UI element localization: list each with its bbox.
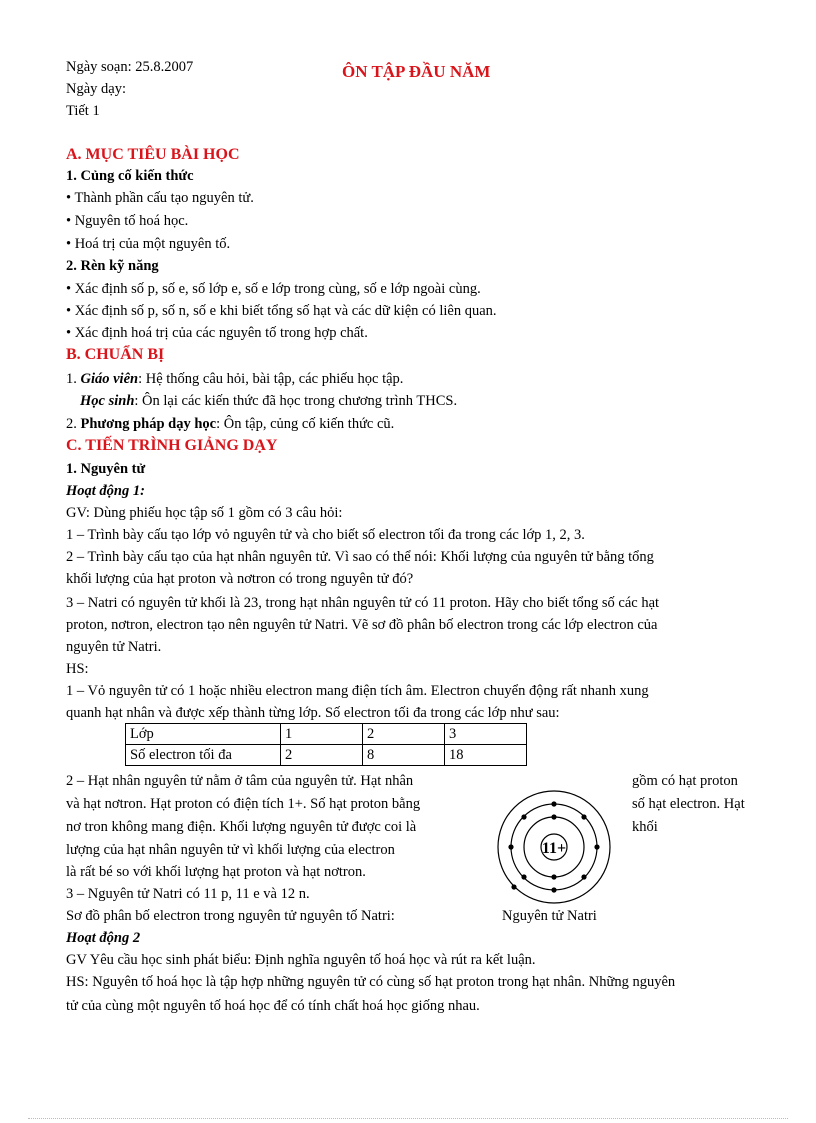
page-title: ÔN TẬP ĐẦU NĂM [342,62,491,81]
bullet-item [66,324,368,342]
text-line: Sơ đồ phân bố electron trong nguyên tử nguyên tố Natri: [66,908,395,924]
electron [551,801,556,806]
teacher-text: : Hệ thống câu hỏi, bài tập, các phiếu học tập. [138,371,404,387]
method-text: : Ôn tập, củng cố kiến thức cũ. [216,416,395,432]
text-line: nơ tron không mang điện. Khối lượng nguyên tử được coi là [66,819,417,835]
electron [511,884,516,889]
text-line: GV: Dùng phiếu học tập số 1 gồm có 3 câu hỏi: [66,505,343,521]
text-line: 2 – Trình bày cấu tạo của hạt nhân nguyên tử. Vì sao có thể nói: Khối lượng của nguyên tử bằng tổng [66,549,654,565]
teacher-label: Giáo viên [80,371,139,387]
text-line: HS: [66,661,89,677]
text-line: nguyên tử Natri. [66,639,162,655]
text-line: tử của cùng một nguyên tố hoá học để có tính chất hoá học giống nhau. [66,998,480,1014]
bullet-text: Xác định hoá trị của các nguyên tố trong hợp chất. [74,325,368,341]
teach-date: Ngày dạy: [66,81,126,97]
text-line: 3 – Nguyên tử Natri có 11 p, 11 e và 12 n. [66,886,310,902]
table-cell: 2 [363,724,445,745]
sodium-atom-diagram [495,787,615,907]
electron [551,874,556,879]
text-line: HS: Nguyên tố hoá học là tập hợp những nguyên tử có cùng số hạt proton trong hạt nhân. Những nguyên [66,974,676,990]
electron [521,874,526,879]
table-cell: 3 [445,724,527,745]
bullet-icon: • [66,303,72,319]
section-c-sub1: 1. Nguyên tử [66,461,146,477]
student-text: : Ôn lại các kiến thức đã học trong chương trình THCS. [134,393,458,409]
electron [581,814,586,819]
activity-2-heading: Hoạt động 2 [66,930,141,946]
bullet-icon: • [66,236,72,252]
text-line: lượng của hạt nhân nguyên tử vì khối lượng của electron [66,842,395,858]
bullet-item [66,235,230,253]
diagram-caption: Nguyên tử Natri [502,908,597,924]
text-line: quanh hạt nhân và được xếp thành từng lớp. Số electron tối đa trong các lớp như sau: [66,705,560,721]
bullet-icon: • [66,281,72,297]
electron [508,844,513,849]
text-line: số hạt electron. Hạt [632,796,745,812]
table-cell: 8 [363,745,445,766]
table-cell: 1 [281,724,363,745]
method-label: Phương pháp dạy học [80,416,217,432]
table-cell: 2 [281,745,363,766]
bullet-icon: • [66,213,72,229]
method-line: 2. Phương pháp dạy học: Ôn tập, củng cố kiến thức cũ. [66,416,395,432]
section-a-sub2: 2. Rèn kỹ năng [66,258,159,274]
bullet-text: Xác định số p, số e, số lớp e, số e lớp trong cùng, số e lớp ngoài cùng. [74,281,481,297]
text-line: 1 – Vỏ nguyên tử có 1 hoặc nhiều electron mang điện tích âm. Electron chuyển động rất nhanh xung [66,683,649,699]
section-b-heading: B. CHUẨN BỊ [66,346,165,363]
table-cell: Số electron tối đa [126,745,281,766]
electron [521,814,526,819]
prep-date: Ngày soạn: 25.8.2007 [66,59,194,75]
electron [551,814,556,819]
section-a-sub1: 1. Củng cố kiến thức [66,168,194,184]
section-a-heading: A. MỤC TIÊU BÀI HỌC [66,146,240,163]
page-bottom-rule [28,1118,788,1119]
text-line: khối lượng của hạt proton và nơtron có trong nguyên tử đó? [66,571,414,587]
bullet-icon: • [66,190,72,206]
electron-shell-table [125,723,527,766]
section-c-heading: C. TIẾN TRÌNH GIẢNG DẠY [66,437,278,454]
electron [551,887,556,892]
table-row [126,724,527,745]
text-line: proton, nơtron, electron tạo nên nguyên tử Natri. Vẽ sơ đồ phân bố electron trong các lớp electron của [66,617,658,633]
nucleus-label: 11+ [541,840,567,857]
bullet-text: Hoá trị của một nguyên tố. [74,236,231,252]
period: Tiết 1 [66,103,100,119]
bullet-text: Thành phần cấu tạo nguyên tử. [74,190,254,206]
activity-1-heading: Hoạt động 1: [66,483,145,499]
table-cell: Lớp [126,724,281,745]
table-cell: 18 [445,745,527,766]
table-row [126,745,527,766]
text-line: là rất bé so với khối lượng hạt proton và hạt nơtron. [66,864,366,880]
electron [594,844,599,849]
text-line: GV Yêu cầu học sinh phát biểu: Định nghĩa nguyên tố hoá học và rút ra kết luận. [66,952,536,968]
bullet-item [66,189,254,207]
text-line: và hạt nơtron. Hạt proton có điện tích 1+. Số hạt proton bằng [66,796,421,812]
bullet-icon: • [66,325,72,341]
student-label: Học sinh [80,393,135,409]
bullet-text: Nguyên tố hoá học. [74,213,189,229]
student-line [80,392,457,410]
bullet-item [66,280,481,298]
bullet-text: Xác định số p, số n, số e khi biết tổng số hạt và các dữ kiện có liên quan. [74,303,497,319]
text-line: 2 – Hạt nhân nguyên tử nằm ở tâm của nguyên tử. Hạt nhân [66,773,414,789]
electron [581,874,586,879]
text-line: 1 – Trình bày cấu tạo lớp vỏ nguyên tử và cho biết số electron tối đa trong các lớp 1, 2, 3. [66,527,585,543]
text-line: gồm có hạt proton [632,773,738,789]
bullet-item [66,212,188,230]
teacher-line: 1. Giáo viên: Hệ thống câu hỏi, bài tập, các phiếu học tập. [66,371,404,387]
text-line: khối [632,819,658,835]
text-line: 3 – Natri có nguyên tử khối là 23, trong hạt nhân nguyên tử có 11 proton. Hãy cho biết tổng số các hạt [66,595,660,611]
bullet-item [66,302,497,320]
